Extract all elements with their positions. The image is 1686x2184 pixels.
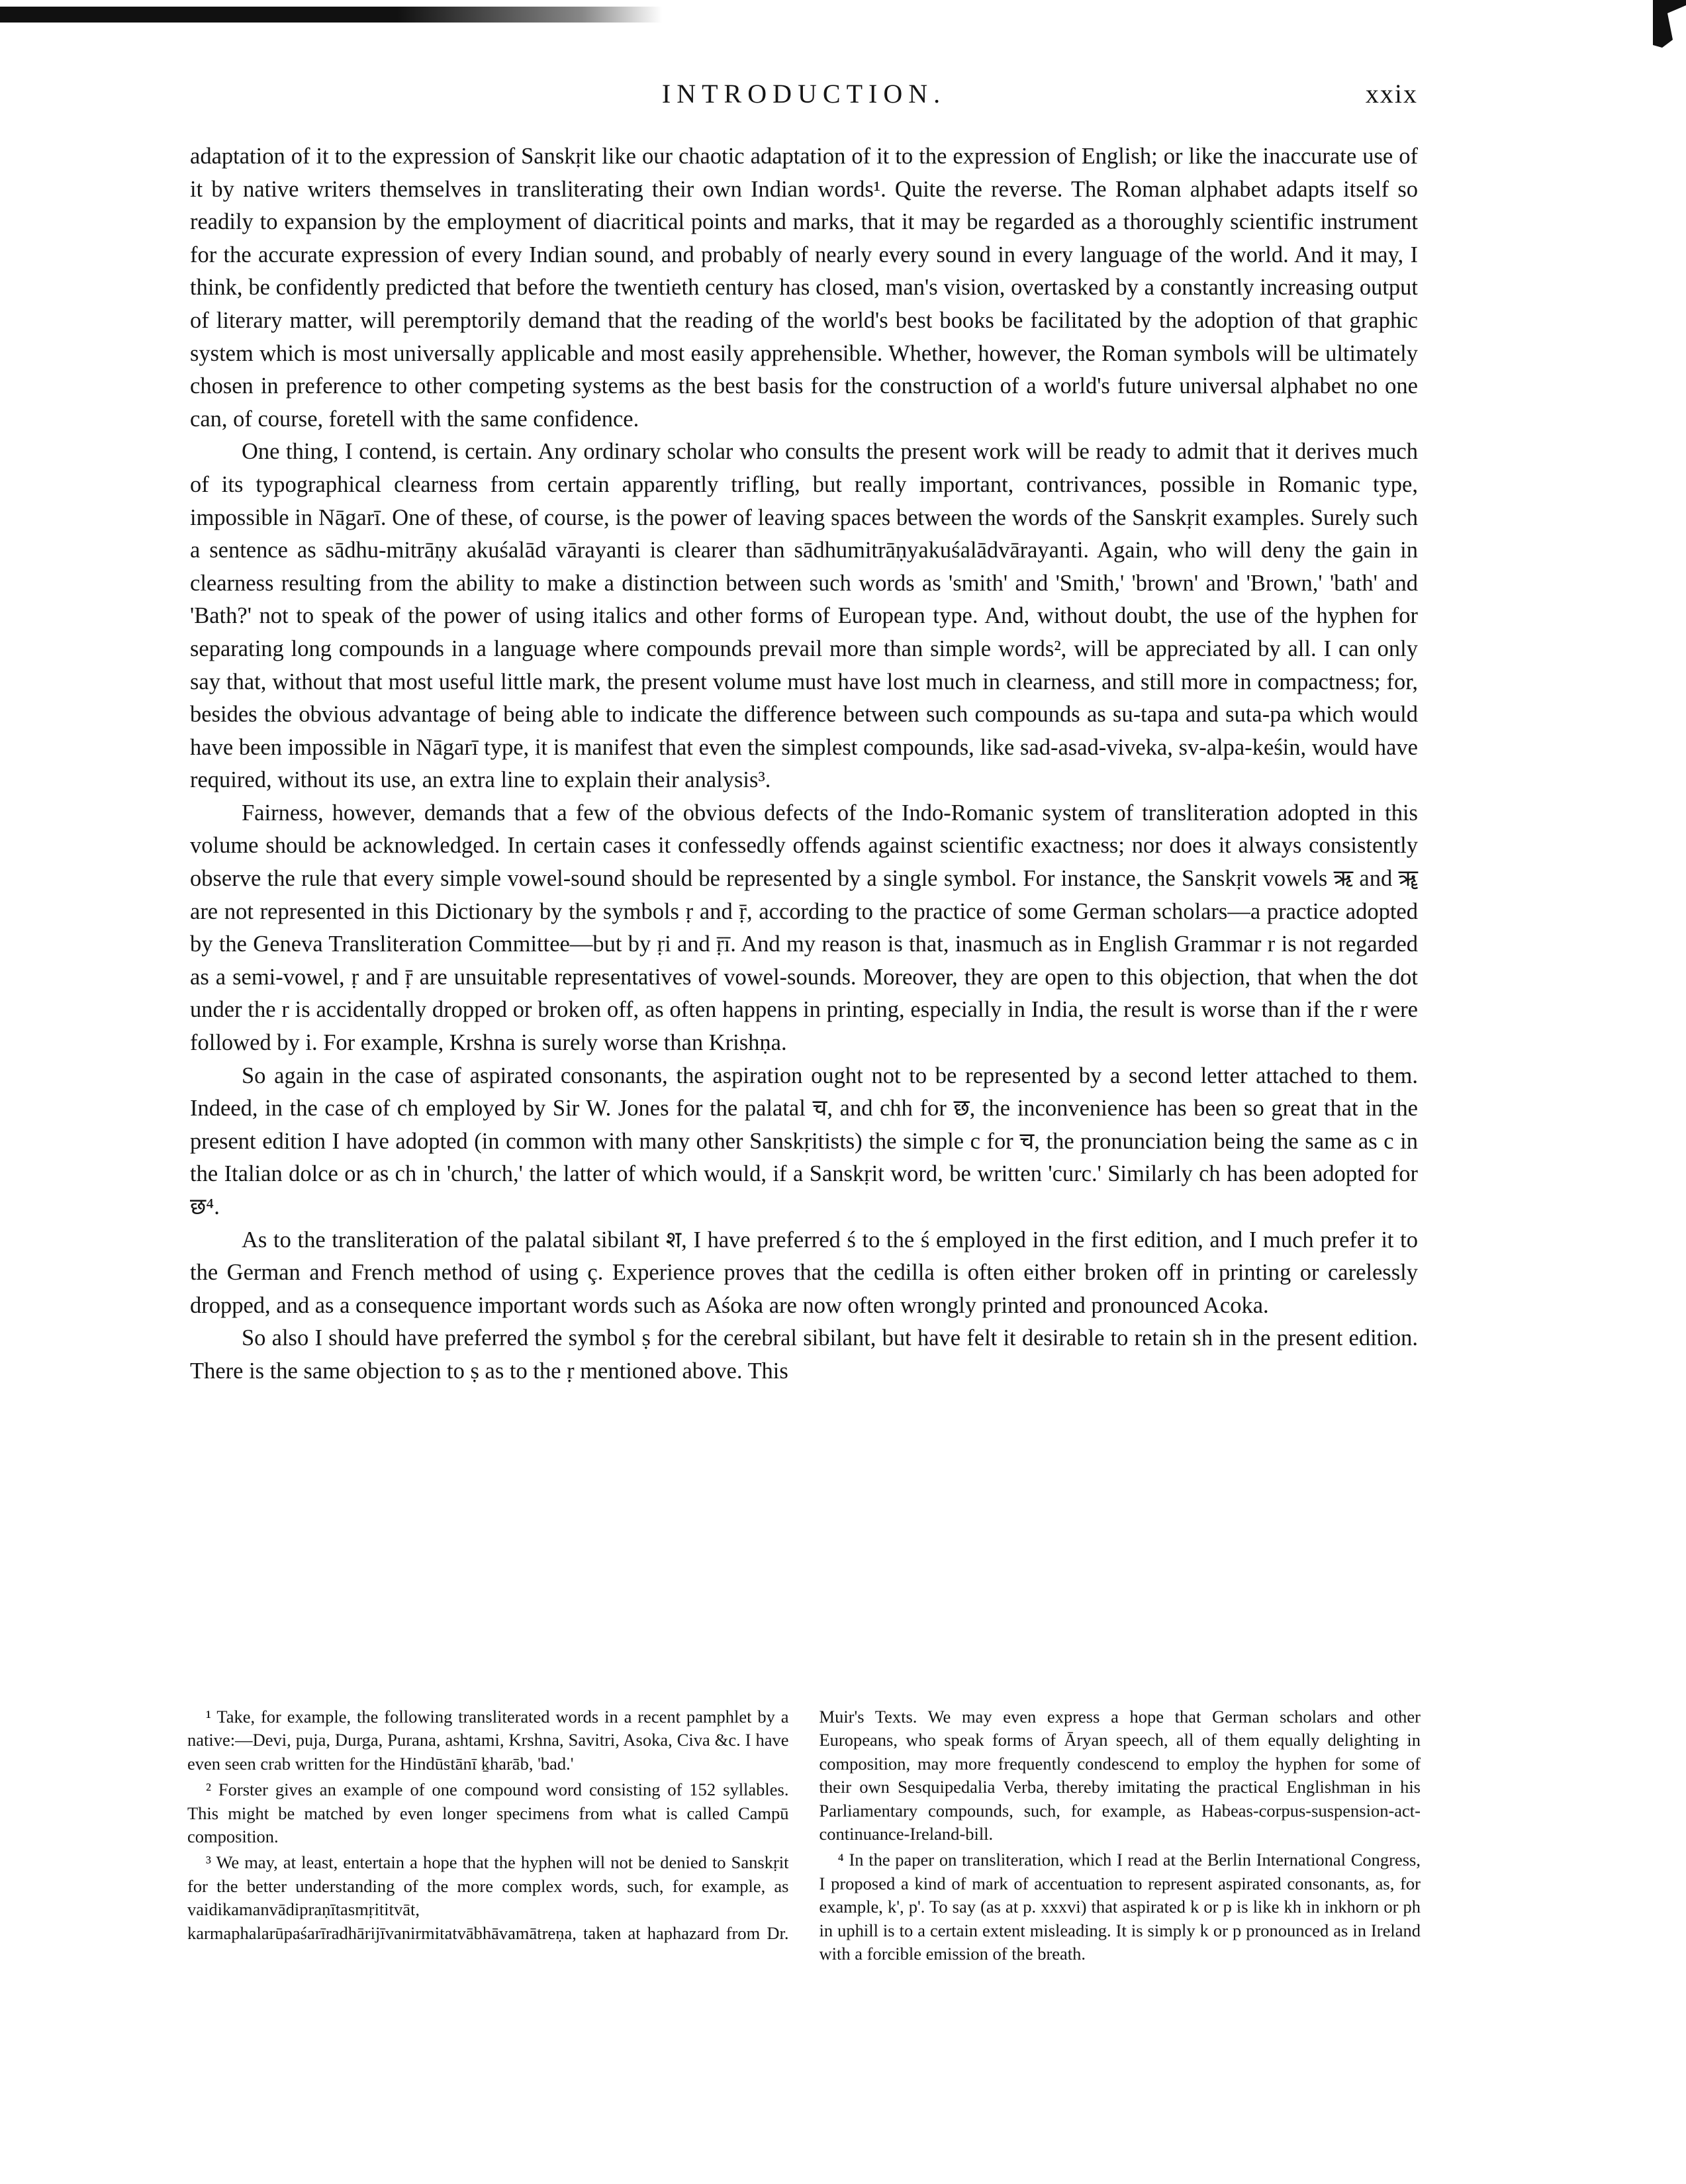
footnote: ¹ Take, for example, the following transliterated words in a recent pamphlet by a native:—Devi, puja, Durga, Purana, ashtami, Krshna, Savitri, Asoka, Civa &c. I have even seen crab written for the Hindūstānī ḵharāb, 'bad.' xyxy=(187,1707,789,1774)
paragraph: adaptation of it to the expression of Sanskṛit like our chaotic adaptation of it to the expression of English; or like the inaccurate use of it by native writers themselves in transliterating their own Indian words¹. Quite the reverse. The Roman alphabet adapts itself so readily to expansion by the employment of diacritical points and marks, that it may be regarded as a thoroughly scientific instrument for the accurate expression of every Indian sound, and probably of nearly every sound in every language of the world. And it may, I think, be confidently predicted that before the twentieth century has closed, man's vision, overtasked by a constantly increasing output of literary matter, will peremptorily demand that the reading of the world's best books be facilitated by the adoption of that graphic system which is most universally applicable and most easily apprehensible. Whether, however, the Roman symbols will be ultimately chosen in preference to other competing systems as the best basis for the construction of a world's future universal alphabet no one can, of course, foretell with the same confidence. xyxy=(190,144,1418,432)
page-number: xxix xyxy=(1365,79,1418,109)
scan-edge-bar xyxy=(0,7,662,23)
scan-edge-mark xyxy=(1653,0,1686,53)
footnotes xyxy=(187,1705,1421,1966)
paragraph: As to the transliteration of the palatal sibilant श, I have preferred ś to the ś employed in the first edition, and I much prefer it to the German and French method of using ç. Experience proves that the cedilla is often either broken off in printing or carelessly dropped, and as a consequence important words such as Aśoka are now often wrongly printed and pronounced Acoka. xyxy=(190,1227,1418,1318)
paragraph: Fairness, however, demands that a few of the obvious defects of the Indo-Romanic system of transliteration adopted in this volume should be acknowledged. In certain cases it confessedly offends against scientific exactness; nor does it always consistently observe the rule that every simple vowel-sound should be represented by a single symbol. For instance, the Sanskṛit vowels ऋ and ॠ are not represented in this Dictionary by the symbols ṛ and ṝ, according to the practice of some German scholars—a practice adopted by the Geneva Transliteration Committee—but by ṛi and ṝī. And my reason is that, inasmuch as in English Grammar r is not regarded as a semi-vowel, ṛ and ṝ are unsuitable representatives of vowel-sounds. Moreover, they are open to this objection, that when the dot under the r is accidentally dropped or broken off, as often happens in printing, especially in India, the result is worse than if the r were followed by i. For example, Krshna is surely worse than Krishṇa. xyxy=(190,800,1418,1056)
paragraph: So again in the case of aspirated consonants, the aspiration ought not to be represented by a second letter attached to them. Indeed, in the case of ch employed by Sir W. Jones for the palatal च, and chh for छ, the inconvenience has been so great that in the present edition I have adopted (in common with many other Sanskṛitists) the simple c for च, the pronunciation being the same as c in the Italian dolce or as ch in 'church,' the latter of which would, if a Sanskṛit word, be written 'curc.' Similarly ch has been adopted for छ⁴. xyxy=(190,1063,1418,1219)
footnote: ⁴ In the paper on transliteration, which I read at the Berlin International Congress, I proposed a kind of mark of accentuation to represent aspirated consonants, as, for example, k', p'. To say (as at p. xxxvi) that aspirated k or p is like kh in inkhorn or ph in uphill is to a certain extent misleading. It is simply k or p pronounced as in Ireland with a forcible emission of the breath. xyxy=(819,1850,1421,1964)
paragraph: So also I should have preferred the symbol ṣ for the cerebral sibilant, but have felt it desirable to retain sh in the present edition. There is the same objection to ṣ as to the ṛ mentioned above. This xyxy=(190,1325,1418,1384)
paragraph: One thing, I contend, is certain. Any ordinary scholar who consults the present work will be ready to admit that it derives much of its typographical clearness from certain apparently trifling, but really important, contrivances, possible in Romanic type, impossible in Nāgarī. One of these, of course, is the power of leaving spaces between the words of the Sanskṛit examples. Surely such a sentence as sādhu-mitrāṇy akuśalād vārayanti is clearer than sādhumitrāṇyakuśalādvārayanti. Again, who will deny the gain in clearness resulting from the ability to make a distinction between such words as 'smith' and 'Smith,' 'brown' and 'Brown,' 'bath' and 'Bath?' not to speak of the power of using italics and other forms of European type. And, without doubt, the use of the hyphen for separating long compounds in a language where compounds prevail more than simple words², will be appreciated by all. I can only say that, without that most useful little mark, the present volume must have lost much in clearness, and still more in compactness; for, besides the obvious advantage of being able to indicate the difference between such compounds as su-tapa and suta-pa which would have been impossible in Nāgarī type, it is manifest that even the simplest compounds, like sad-asad-viveka, sv-alpa-keśin, would have required, without its use, an extra line to explain their analysis³. xyxy=(190,439,1418,793)
running-title: INTRODUCTION. xyxy=(661,79,947,109)
page-header xyxy=(190,78,1418,118)
footnote: ² Forster gives an example of one compound word consisting of 152 syllables. This might be matched by even longer specimens from what is called Campū composition. xyxy=(187,1780,789,1847)
main-text xyxy=(190,140,1418,1388)
footnote: ³ We may, at least, entertain a hope that the hyphen will not be denied to Sanskṛit for the better understanding of the more complex words, such, for example, as vaidikamanvādipraṇītasmṛititvāt, karmaphalarūpaśarīradhārijīvanirmitatvābhāvamātreṇa, taken at haphazard from Dr. Muir's Texts. We may even express a hope that German scholars and other Europeans, who speak forms of Āryan speech, all of them equally delighting in composition, may more frequently condescend to employ the hyphen for some of their own Sesquipedalia Verba, thereby imitating the practical Englishman in his Parliamentary compounds, such, for example, as Habeas-corpus-suspension-act-continuance-Ireland-bill. xyxy=(187,1707,1421,1943)
